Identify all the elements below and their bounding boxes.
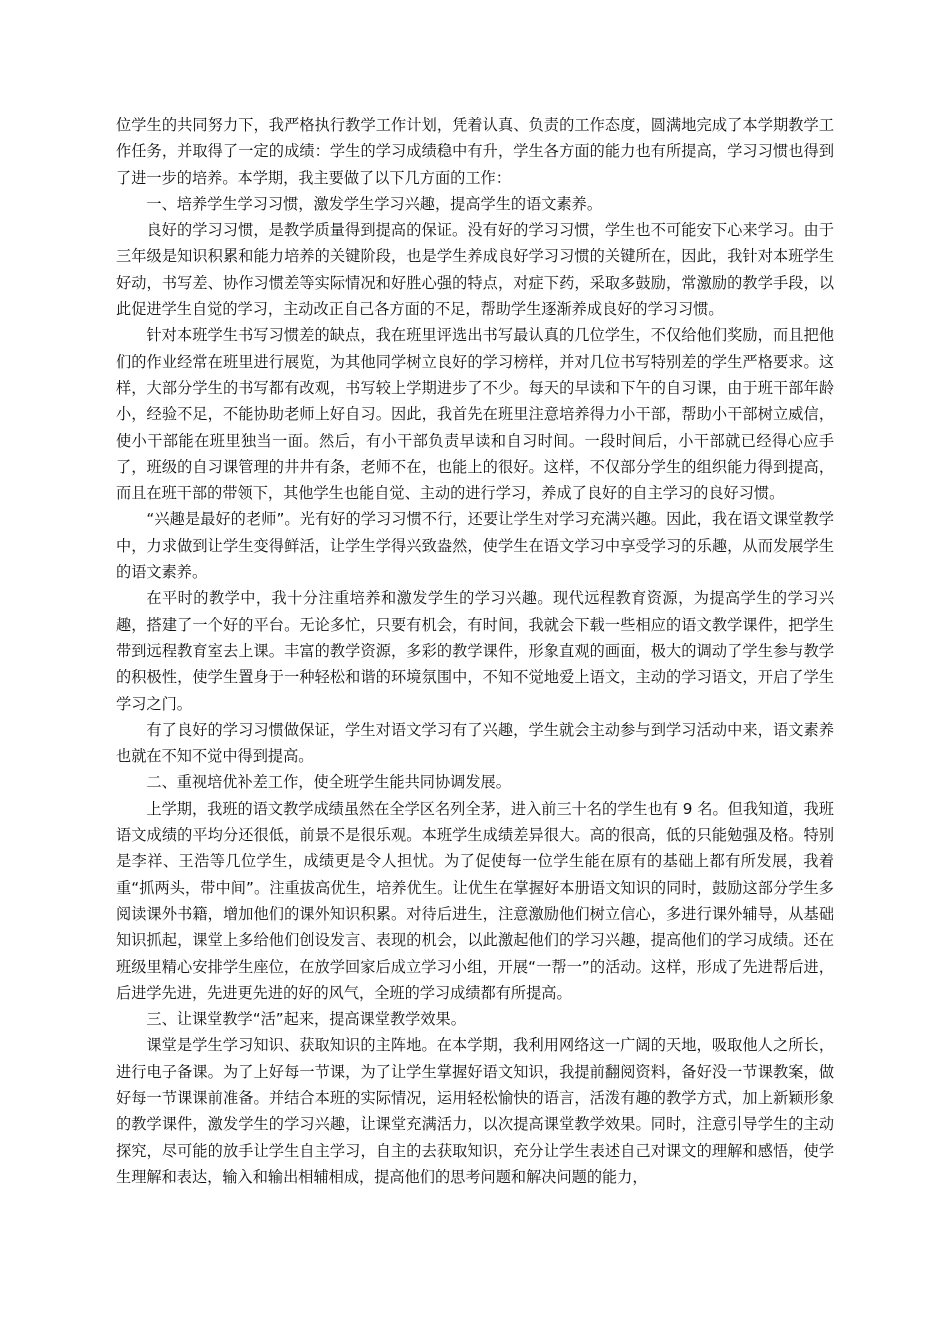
section-heading: 三、让课堂教学“活”起来，提高课堂教学效果。 [146, 1010, 466, 1029]
paragraph: 位学生的共同努力下，我严格执行教学工作计划，凭着认真、负责的工作态度，圆满地完成了本学期教学工作任务，并取得了一定的成绩：学生的学习成绩稳中有升，学生各方面的能力也有所提高，学习习惯也得到了进一步的培养。本学期，我主要做了以下几方面的工作： [116, 116, 834, 187]
paragraph: 有了良好的学习习惯做保证，学生对语文学习有了兴趣，学生就会主动参与到学习活动中来，语文素养也就在不知不觉中得到提高。 [116, 720, 834, 766]
paragraph: 课堂是学生学习知识、获取知识的主阵地。在本学期，我利用网络这一广阔的天地，吸取他人之所长，进行电子备课。为了上好每一节课，为了让学生掌握好语文知识，我提前翻阅资料，备好没一节课教案，做好每一节课课前准备。并结合本班的实际情况，运用轻松愉快的语言，活泼有趣的教学方式，加上新颖形象的教学课件，激发学生的学习兴趣，让课堂充满活力，以次提高课堂教学效果。同时，注意引导学生的主动探究，尽可能的放手让学生自主学习，自主的去获取知识，充分让学生表述自己对课文的理解和感悟，使学生理解和表达，输入和输出相辅相成，提高他们的思考问题和解决问题的能力， [116, 1036, 834, 1186]
paragraph: 针对本班学生书写习惯差的缺点，我在班里评选出书写最认真的几位学生，不仅给他们奖励，而且把他们的作业经常在班里进行展览，为其他同学树立良好的学习榜样，并对几位书写特别差的学生严格要求。这样，大部分学生的书写都有改观，书写较上学期进步了不少。每天的早读和下午的自习课，由于班干部年龄小，经验不足，不能协助老师上好自习。因此，我首先在班里注意培养得力小干部，帮助小干部树立威信，使小干部能在班里独当一面。然后，有小干部负责早读和自习时间。一段时间后，小干部就已经得心应手了，班级的自习课管理的井井有条，老师不在，也能上的很好。这样，不仅部分学生的组织能力得到提高，而且在班干部的带领下，其他学生也能自觉、主动的进行学习，养成了良好的自主学习的良好习惯。 [116, 326, 834, 503]
paragraph: “兴趣是最好的老师”。光有好的学习习惯不行，还要让学生对学习充满兴趣。因此，我在语文课堂教学中，力求做到让学生变得鲜活，让学生学得兴致盎然，使学生在语文学习中享受学习的乐趣，从而发展学生的语文素养。 [116, 510, 834, 582]
section-heading: 一、培养学生学习习惯，激发学生学习兴趣，提高学生的语文素养。 [146, 194, 603, 213]
paragraph: 在平时的教学中，我十分注重培养和激发学生的学习兴趣。现代远程教育资源，为提高学生的学习兴趣，搭建了一个好的平台。无论多忙，只要有机会，有时间，我就会下载一些相应的语文教学课件，把学生带到远程教育室去上课。丰富的教学资源，多彩的教学课件，形象直观的画面，极大的调动了学生参与教学的积极性，使学生置身于一种轻松和谐的环境氛围中，不知不觉地爱上语文，主动的学习语文，开启了学生学习之门。 [116, 589, 834, 713]
document-page [116, 112, 834, 1190]
section-heading: 二、重视培优补差工作，使全班学生能共同协调发展。 [146, 773, 511, 792]
paragraph: 良好的学习习惯，是教学质量得到提高的保证。没有好的学习习惯，学生也不可能安下心来学习。由于三年级是知识积累和能力培养的关键阶段，也是学生养成良好学习习惯的关键所在，因此，我针对本班学生好动，书写差、协作习惯差等实际情况和好胜心强的特点，对症下药，采取多鼓励，常激励的教学手段，以此促进学生自觉的学习，主动改正自己各方面的不足，帮助学生逐渐养成良好的学习习惯。 [116, 221, 834, 319]
paragraph: 上学期，我班的语文教学成绩虽然在全学区名列全茅，进入前三十名的学生也有 9 名。但我知道，我班语文成绩的平均分还很低，前景不是很乐观。本班学生成绩差异很大。高的很高，低的只能勉强及格。特别是李祥、王浩等几位学生，成绩更是令人担忧。为了促使每一位学生能在原有的基础上都有所发展，我着重“抓两头，带中间”。注重拔高优生，培养优生。让优生在掌握好本册语文知识的同时，鼓励这部分学生多阅读课外书籍，增加他们的课外知识积累。对待后进生，注意激励他们树立信心，多进行课外辅导，从基础知识抓起，课堂上多给他们创设发言、表现的机会，以此激起他们的学习兴趣，提高他们的学习成绩。还在班级里精心安排学生座位，在放学回家后成立学习小组，开展“一帮一”的活动。这样，形成了先进帮后进，后进学先进，先进更先进的好的风气，全班的学习成绩都有所提高。 [116, 799, 834, 1002]
